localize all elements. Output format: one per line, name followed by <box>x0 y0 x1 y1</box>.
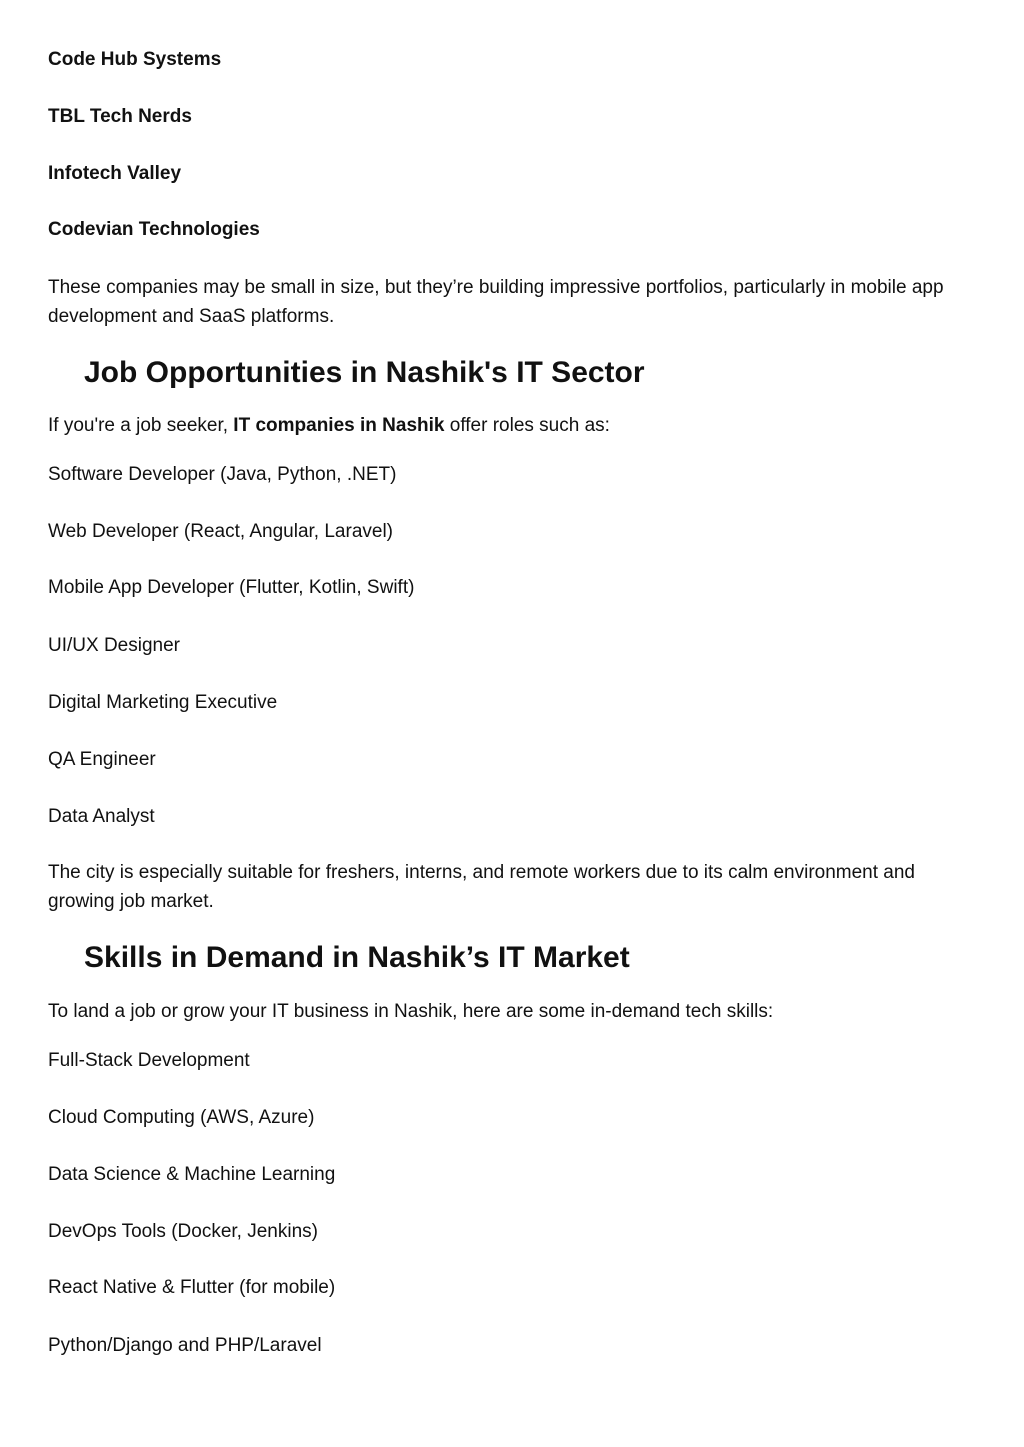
jobs-intro-text: If you're a job seeker, <box>48 415 234 436</box>
company-item: Infotech Valley <box>48 163 182 184</box>
skill-item: Data Science & Machine Learning <box>48 1164 336 1185</box>
section-heading-skills: Skills in Demand in Nashik’s IT Market <box>84 941 630 974</box>
job-role-item: Data Analyst <box>48 806 155 827</box>
job-role-item: Digital Marketing Executive <box>48 692 278 713</box>
job-role-item: QA Engineer <box>48 749 156 770</box>
job-role-item: UI/UX Designer <box>48 635 180 656</box>
jobs-summary: The city is especially suitable for freshers, interns, and remote workers due to its calm environment and growing job market. <box>48 862 915 912</box>
job-role-item: Software Developer (Java, Python, .NET) <box>48 464 397 485</box>
job-role-item: Mobile App Developer (Flutter, Kotlin, Swift) <box>48 577 415 598</box>
jobs-intro-text-end: offer roles such as: <box>444 415 610 436</box>
company-item: Code Hub Systems <box>48 49 222 70</box>
section-heading-jobs: Job Opportunities in Nashik's IT Sector <box>84 356 645 389</box>
skills-intro: To land a job or grow your IT business in Nashik, here are some in-demand tech skills: <box>48 1001 774 1022</box>
skill-item: Full-Stack Development <box>48 1050 250 1071</box>
skill-item: DevOps Tools (Docker, Jenkins) <box>48 1221 318 1242</box>
companies-summary: These companies may be small in size, but they’re building impressive portfolios, particularly in mobile app development and SaaS platforms. <box>48 277 944 327</box>
skill-item: Python/Django and PHP/Laravel <box>48 1335 322 1356</box>
jobs-intro-bold-link-text: IT companies in Nashik <box>233 415 445 436</box>
skill-item: React Native & Flutter (for mobile) <box>48 1277 336 1298</box>
company-item: TBL Tech Nerds <box>48 106 192 127</box>
jobs-intro <box>48 412 610 440</box>
company-item: Codevian Technologies <box>48 219 260 240</box>
job-role-item: Web Developer (React, Angular, Laravel) <box>48 521 393 542</box>
skill-item: Cloud Computing (AWS, Azure) <box>48 1107 315 1128</box>
